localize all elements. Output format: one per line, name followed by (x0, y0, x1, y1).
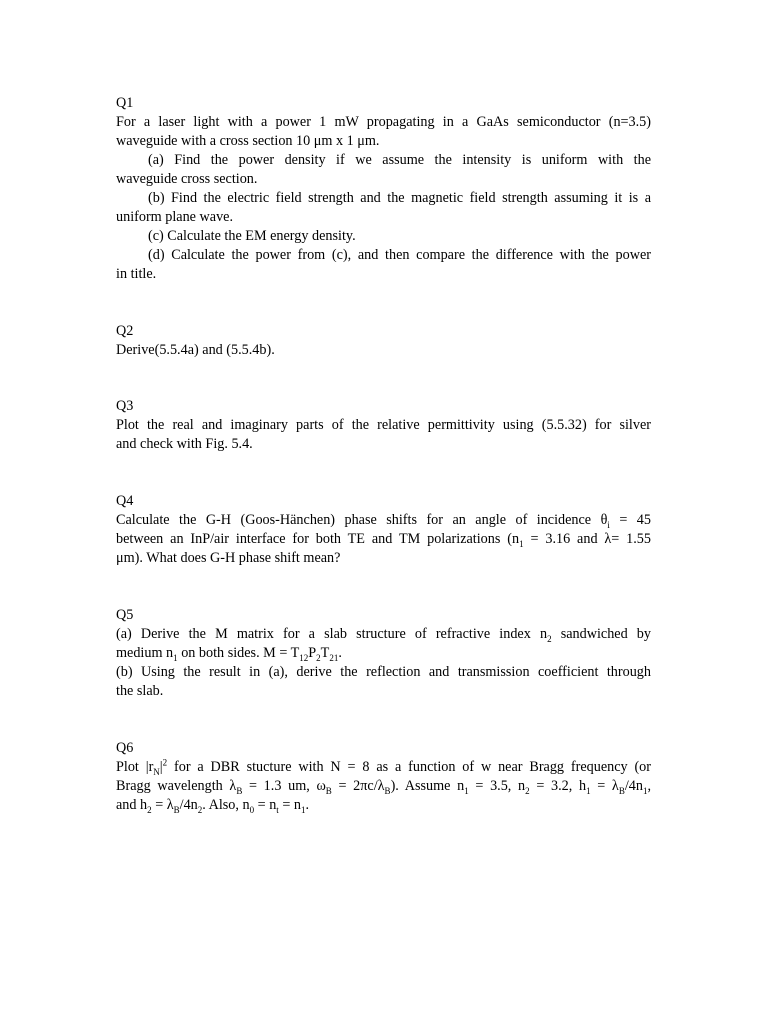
text-segment: between an InP/air interface for both TE and TM polarizations (n (116, 531, 520, 547)
text-segment: P (308, 645, 317, 661)
question-label: Q2 (116, 323, 134, 339)
text-segment: = n (254, 797, 277, 813)
question-text-line: waveguide cross section. (116, 171, 258, 187)
subscript: 2 (147, 804, 152, 815)
subscript: 2 (525, 785, 530, 796)
question-text-line (116, 644, 651, 663)
question-text-line: (d) Calculate the power from (c), and then compare the difference with the power (148, 247, 651, 263)
text-segment: (a) Derive the M matrix for a slab structure of refractive index n (116, 626, 548, 642)
subscript: B (173, 804, 180, 815)
subscript: 2 (197, 804, 203, 815)
subscript: 1 (642, 785, 648, 796)
text-segment: T (320, 645, 330, 661)
text-segment: . (338, 645, 342, 661)
question-3 (116, 397, 651, 454)
subscript: B (384, 785, 391, 796)
text-segment: Calculate the G-H (Goos-Hänchen) phase shifts for an angle of incidence θ (116, 512, 608, 528)
text-segment: = 3.2, h (529, 778, 587, 794)
question-label: Q1 (116, 95, 134, 111)
text-segment: = 45 (609, 512, 651, 528)
text-segment: medium n (116, 645, 174, 661)
question-text-line: (b) Find the electric field strength and the magnetic field strength assuming it is a (148, 190, 651, 206)
question-2 (116, 322, 651, 360)
text-segment: = λ (151, 797, 174, 813)
question-text-line (116, 511, 651, 530)
subscript: 1 (464, 785, 469, 796)
text-segment: Bragg wavelength λ (116, 778, 237, 794)
question-text-line: μm). What does G-H phase shift mean? (116, 550, 341, 566)
question-text-line: For a laser light with a power 1 mW propagating in a GaAs semiconductor (n=3.5) (116, 114, 651, 130)
question-text-line (116, 777, 651, 796)
subscript: t (276, 804, 279, 815)
subscript: 1 (586, 785, 591, 796)
subscript: 12 (299, 652, 309, 663)
text-segment: = 3.16 and λ= 1.55 (523, 531, 651, 547)
question-label: Q6 (116, 740, 134, 756)
question-text-line: in title. (116, 266, 157, 282)
question-5 (116, 606, 651, 701)
question-text-line: (c) Calculate the EM energy density. (148, 228, 356, 244)
subscript: 2 (547, 633, 552, 644)
question-6 (116, 739, 651, 815)
subscript: B (618, 785, 625, 796)
document-page (116, 94, 651, 815)
text-segment: | (159, 759, 163, 775)
subscript: 2 (316, 652, 321, 663)
question-text-line: Plot the real and imaginary parts of the relative permittivity using (5.5.32) for silver (116, 417, 651, 433)
question-text-line: Derive(5.5.4a) and (5.5.4b). (116, 342, 275, 358)
text-segment: = 3.5, n (468, 778, 526, 794)
question-label: Q5 (116, 607, 134, 623)
question-text-line: (b) Using the result in (a), derive the reflection and transmission coefficient through (116, 664, 651, 680)
question-text-line (116, 758, 651, 777)
subscript: 0 (249, 804, 255, 815)
text-segment: , (647, 778, 652, 794)
subscript: N (153, 766, 160, 777)
text-segment: Plot |r (116, 759, 154, 775)
subscript: 1 (173, 652, 178, 663)
text-segment: /4n (624, 778, 643, 794)
question-text-line (116, 530, 651, 549)
question-text-line (116, 625, 651, 644)
text-segment: = 2πc/λ (331, 778, 385, 794)
text-segment: on both sides. M = T (177, 645, 300, 661)
question-1 (116, 94, 651, 284)
text-segment: . (305, 797, 310, 813)
text-segment: for a DBR stucture with N = 8 as a function of w near Bragg frequency (or (167, 759, 651, 775)
question-text-line: (a) Find the power density if we assume the intensity is uniform with the (148, 152, 651, 168)
subscript: B (236, 785, 243, 796)
question-label: Q4 (116, 493, 134, 509)
question-text-line: uniform plane wave. (116, 209, 234, 225)
text-segment: = 1.3 um, ω (242, 778, 326, 794)
subscript: 1 (519, 538, 524, 549)
text-segment: and h (116, 797, 148, 813)
text-segment: /4n (179, 797, 198, 813)
text-segment: sandwiched by (551, 626, 651, 642)
question-text-line (116, 796, 651, 815)
question-text-line: the slab. (116, 683, 164, 699)
text-segment: = n (278, 797, 302, 813)
question-4 (116, 492, 651, 568)
superscript: 2 (162, 757, 168, 768)
subscript: i (607, 519, 610, 530)
subscript: B (325, 785, 332, 796)
text-segment: = λ (590, 778, 619, 794)
text-segment: . Also, n (202, 797, 250, 813)
subscript: 1 (301, 804, 306, 815)
question-text-line: waveguide with a cross section 10 μm x 1 μm. (116, 133, 380, 149)
text-segment: ). Assume n (390, 778, 465, 794)
subscript: 21 (329, 652, 339, 663)
question-text-line: and check with Fig. 5.4. (116, 436, 253, 452)
question-label: Q3 (116, 398, 134, 414)
